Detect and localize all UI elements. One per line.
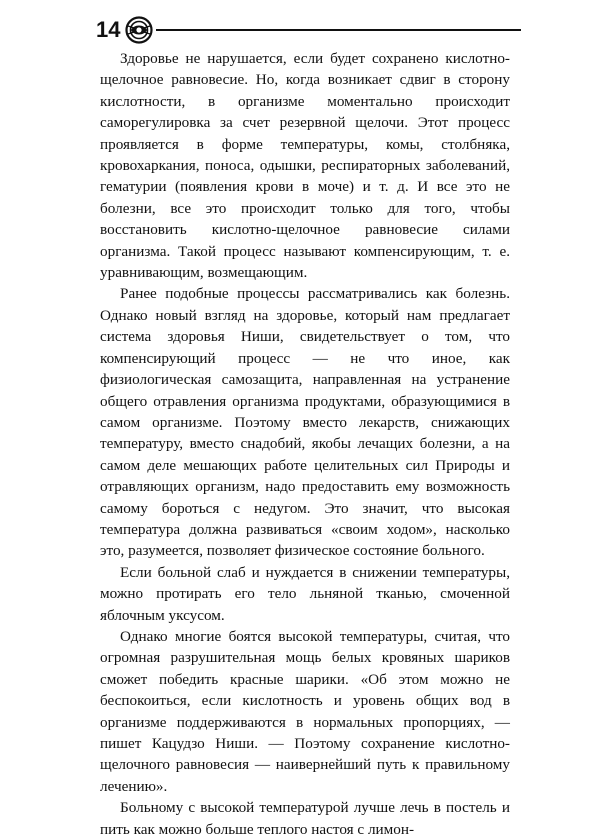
paragraph: Здоровье не нарушается, если будет сохранено кислотно-щелочное равновесие. Но, когда возникает сдвиг в сторону кислотности, в организме моментально происходит саморегулировка за счет резервной щелочи. Этот процесс проявляется в форме температуры, комы, столбняка, кровохаркания, поноса, одышки, респираторных заболеваний, гематурии (появления крови в моче) и т. д. И все это не болезни, все это происходит только для того, чтобы восстановить кислотно-щелочное равновесие силами организма. Такой процесс называют компенсирующим, т. е. уравнивающим, возмещающим. bbox=[100, 50, 510, 282]
paragraph: Ранее подобные процессы рассматривались как болезнь. Однако новый взгляд на здоровье, который нам предлагает система здоровья Ниши, свидетельствует о том, что компенсирующий процесс — не что иное, как физиологическая самозащита, направленная на устранение общего отравления организма продуктами, образующимися в самом организме. Поэтому вместо лекарств, снижающих температуру, вместо снадобий, якобы лечащих болезни, а на самом деле мешающих работе целительных сил Природы и отравляющих организм, надо предоставить ему возможность самому бороться с недугом. Это значит, что высокая температура должна развиваться «своим ходом», насколько это, разумеется, позволяет физическое состояние больного. bbox=[100, 285, 510, 560]
page-body bbox=[100, 48, 510, 840]
header-rule bbox=[156, 29, 521, 31]
circular-ornament-icon bbox=[125, 16, 153, 44]
paragraph: Больному с высокой температурой лучше лечь в постель и пить как можно больше теплого настоя с лимон- bbox=[100, 799, 510, 838]
page-header bbox=[96, 10, 516, 50]
paragraph: Если больной слаб и нуждается в снижении температуры, можно протирать его тело льняной тканью, смоченной яблочным уксусом. bbox=[100, 563, 510, 624]
paragraph: Однако многие боятся высокой температуры, считая, что огромная разрушительная мощь белых кровяных шариков сможет победить красные шарики. «Об этом можно не беспокоиться, если кислотность и уровень общих вод в организме поддерживаются в нормальных пропорциях, — пишет Кацудзо Ниши. — Поэтому сохранение кислотно-щелочного равновесия — наивернейший путь к правильному лечению». bbox=[100, 627, 510, 795]
page-number: 14 bbox=[96, 17, 121, 42]
